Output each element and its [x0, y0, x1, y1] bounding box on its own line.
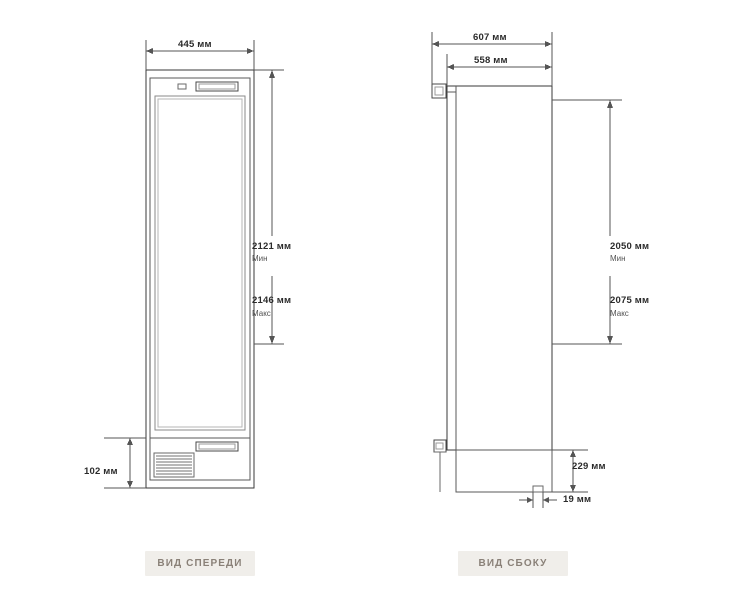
front-height-max-note: Макс — [252, 309, 271, 318]
front-height-max-dimension: 2146 мм — [252, 295, 292, 306]
caption-front-view: ВИД СПЕРЕДИ — [145, 551, 255, 576]
front-height-min-dimension: 2121 мм — [252, 241, 292, 252]
side-height-max-dimension: 2075 мм — [610, 295, 650, 306]
side-plinth-height-dimension: 229 мм — [572, 461, 606, 472]
front-base-dimension: 102 мм — [84, 466, 118, 477]
front-width-dimension: 445 мм — [178, 39, 212, 50]
front-height-min-note: Мин — [252, 254, 268, 263]
side-height-min-dimension: 2050 мм — [610, 241, 650, 252]
side-height-max-note: Макс — [610, 309, 629, 318]
side-foot-depth-dimension: 19 мм — [563, 494, 592, 505]
side-height-min-note: Мин — [610, 254, 626, 263]
front-outer-outline — [146, 70, 254, 488]
side-outer-outline — [447, 86, 552, 450]
side-body-depth-dimension: 558 мм — [474, 55, 508, 66]
side-total-depth-dimension: 607 мм — [473, 32, 507, 43]
caption-side-view: ВИД СБОКУ — [458, 551, 568, 576]
